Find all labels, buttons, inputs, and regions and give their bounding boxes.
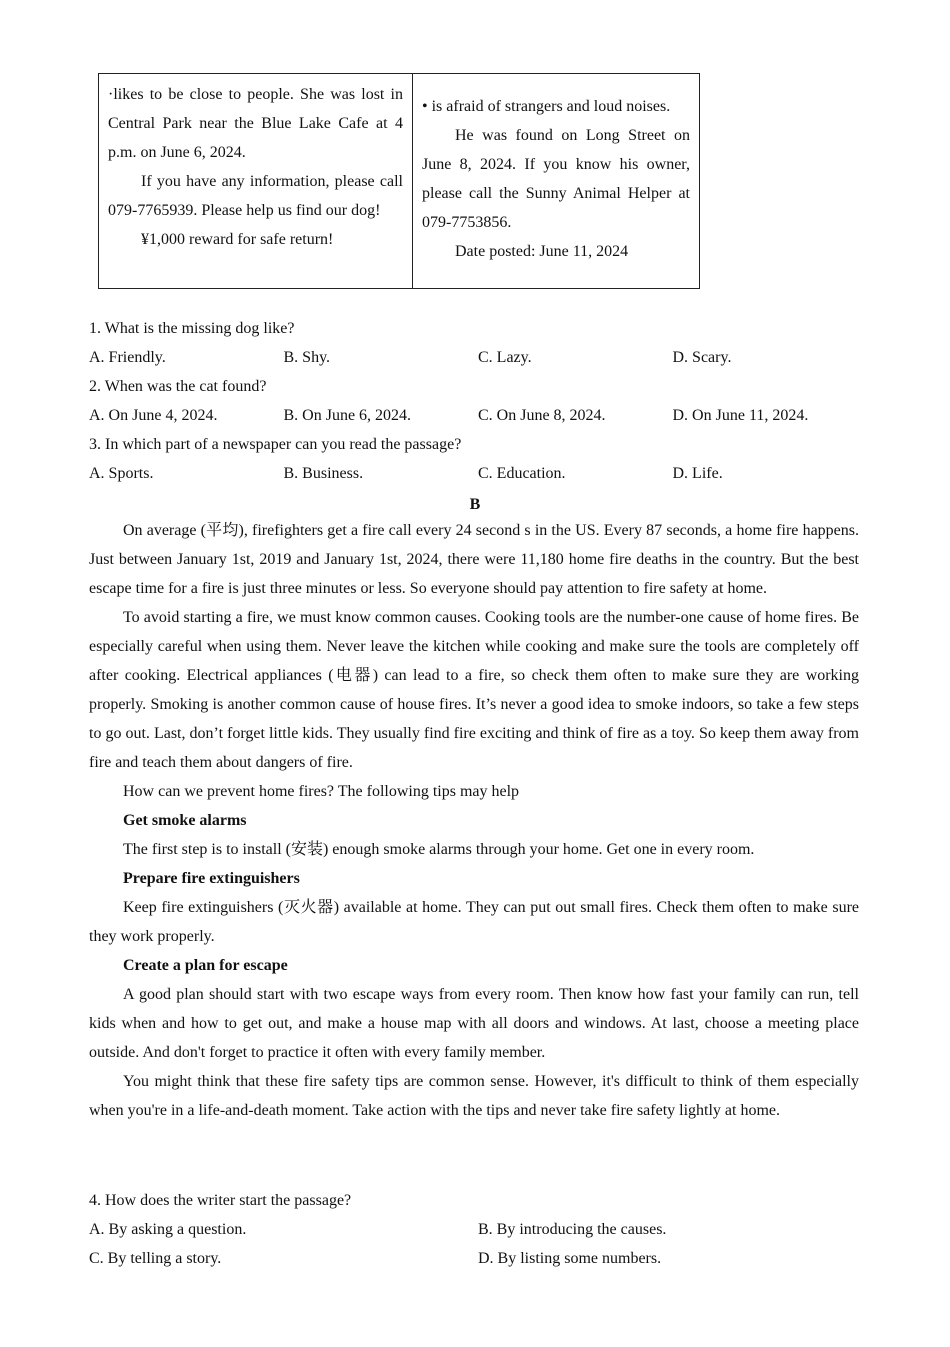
notice-text: Date posted: June 11, 2024 (455, 243, 629, 260)
options-4-row1 (89, 1215, 869, 1244)
notice-text: ·likes to be close to people. She was lost in Central Park near the Blue Lake Cafe at 4 p.m. on June 6, 2024. (108, 86, 403, 161)
options-2 (89, 401, 869, 430)
option: C. Lazy. (478, 349, 532, 366)
notice-text: ¥1,000 reward for safe return! (141, 231, 334, 248)
option: A. On June 4, 2024. (89, 407, 218, 424)
notice-table (98, 73, 700, 289)
section-b-article (89, 516, 859, 1125)
questions-section-b (89, 1186, 869, 1273)
subheading: Prepare fire extinguishers (123, 870, 300, 887)
question-1: 1. What is the missing dog like? (89, 320, 295, 337)
option: B. By introducing the causes. (478, 1221, 667, 1238)
option: A. Friendly. (89, 349, 166, 366)
option: B. Shy. (283, 349, 331, 366)
subheading: Get smoke alarms (123, 812, 247, 829)
options-4-row2 (89, 1244, 869, 1273)
option: A. Sports. (89, 465, 154, 482)
notice-text: If you have any information, please call 079-7765939. Please help us find our dog! (108, 173, 403, 219)
found-cat-notice (413, 74, 699, 288)
option: D. Scary. (672, 349, 732, 366)
option: D. Life. (672, 465, 723, 482)
options-3 (89, 459, 869, 488)
notice-text: • is afraid of strangers and loud noises. (422, 98, 671, 115)
question-3: 3. In which part of a newspaper can you read the passage? (89, 436, 462, 453)
option: D. On June 11, 2024. (672, 407, 809, 424)
notice-text: He was found on Long Street on June 8, 2024. If you know his owner, please call the Sunny Animal Helper at 079-7753856. (422, 127, 690, 231)
lost-dog-notice (99, 74, 413, 288)
paragraph: The first step is to install (安装) enough smoke alarms through your home. Get one in every room. (123, 841, 755, 858)
paragraph: To avoid starting a fire, we must know common causes. Cooking tools are the number-one cause of home fires. Be especially careful when using them. Never leave the kitchen while cooking and make sure the tools are completely off after cooking. Electrical appliances (电器) can lead to a fire, so check them often to make sure they are working properly. Smoking is another common cause of house fires. It’s never a good idea to smoke indoors, so take a few steps to go out. Last, don’t forget little kids. They usually find fire exciting and think of fire as a toy. So keep them away from fire and teach them about dangers of fire. (89, 609, 859, 771)
question-4: 4. How does the writer start the passage? (89, 1192, 352, 1209)
option: C. Education. (478, 465, 566, 482)
option: C. On June 8, 2024. (478, 407, 606, 424)
option: A. By asking a question. (89, 1221, 247, 1238)
subheading: Create a plan for escape (123, 957, 288, 974)
option: B. On June 6, 2024. (283, 407, 412, 424)
paragraph: Keep fire extinguishers (灭火器) available at home. They can put out small fires. Check them often to make sure they work properly. (89, 899, 859, 945)
option: D. By listing some numbers. (478, 1250, 662, 1267)
paragraph: You might think that these fire safety tips are common sense. However, it's difficult to think of them especially when you're in a life-and-death moment. Take action with the tips and never take fire safety lightly at home. (89, 1073, 859, 1119)
paragraph: How can we prevent home fires? The following tips may help (123, 783, 520, 800)
paragraph: A good plan should start with two escape ways from every room. Then know how fast your family can run, tell kids when and how to get out, and make a house map with all doors and windows. At last, choose a meeting place outside. And don't forget to practice it often with every family member. (89, 986, 859, 1061)
option: C. By telling a story. (89, 1250, 222, 1267)
question-2: 2. When was the cat found? (89, 378, 267, 395)
option: B. Business. (283, 465, 364, 482)
paragraph: On average (平均), firefighters get a fire call every 24 second s in the US. Every 87 seconds, a home fire happens. Just between January 1st, 2019 and January 1st, 2024, there were 11,180 home fire deaths in the country. But the best escape time for a fire is just three minutes or less. So everyone should pay attention to fire safety at home. (89, 522, 859, 597)
section-b-title: B (469, 496, 481, 513)
options-1 (89, 343, 869, 372)
questions-section-a (89, 314, 869, 488)
